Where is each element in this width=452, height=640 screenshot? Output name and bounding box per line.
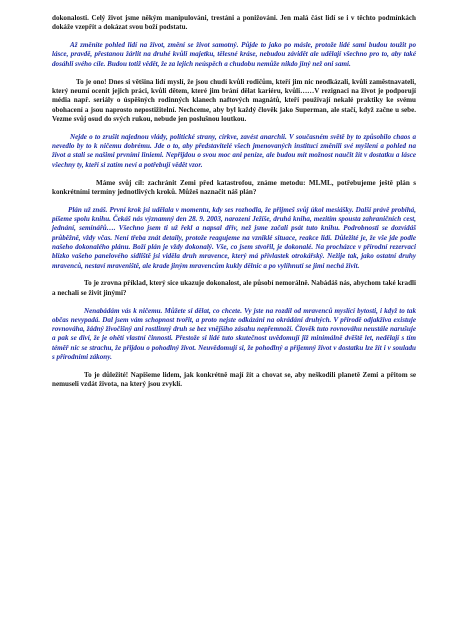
answer-paragraph: Plán už znáš. První krok jsi udělala v momentu, kdy ses rozhodla, že přijmeš svůj úkol mesiášky. Další právě probíhá, píšeme spolu knihu. Čekáš nás významný den 28. 9. 2003, narození Ježíše, druhá kniha, mezitím spousta zahraničních cest, jednání, semínářů…. Všechno jsem ti už řekl a napsal dřív, než jsme začali psát tuto knihu. Podrobnosti se dozvídáš průběžně, vždy včas. Není třeba znát detaily, protože reagujeme na vzniklé situace, reakce lidí. Důležité je, že vše jde podle našeho dokonalého plánu. Boží plán je vždy dokonalý. Vše, co jsem stvořil, je dokonalé. Na procházce v přírodní rezervaci blízko vašeho panelového sídliště jsi viděla druh mravence, který má přívlastek otrokářský. Nežije tak, jako ostatní druhy mravenců, nestaví mraveniště, ale krade jiným mravencům kukly dělnic a po vylíhnutí se jimi nechá živit. [52,205,416,270]
question-paragraph: Máme svůj cíl: zachránit Zemi před katastrofou, známe metodu: MLML, potřebujeme ještě plán s konkrétními termíny jednotlivých kroků. Můžeš naznačit náš plán? [52,178,416,196]
document-page [52,14,416,398]
question-paragraph: To je zrovna příklad, který sice ukazuje dokonalost, ale působí nemorálně. Nabádáš nás, abychom také kradli a nechali se živit jinými? [52,279,416,297]
answer-paragraph: Až změníte pohled lidí na život, změní se život samotný. Půjde to jako po másle, protože lidé sami budou toužit po lásce, pravdě, přestanou žárlit na druhé kvůli majetku, tělesné krásе, nebudou závidět ale udělají všechno pro to, aby také dosáhli svého cíle. Budou totiž vědět, že za lejich neúspěch a chudobu nemůže nikdo jiný než oni sami. [52,41,416,68]
question-paragraph: dokonalosti. Celý život jsme někým manipulováni, trestáni a ponižováni. Jen malá část lidí se i v těchto podmínkách dokáže vzepřít a dokázat svou boží podstatu. [52,14,416,32]
question-paragraph: To je ono! Dnes si většina lidí myslí, že jsou chudí kvůli rodičům, kteří jim nic neodkázali, kvůli zaměstnavateli, který neumí ocenit jejich práci, kvůli dětem, které jim brání dělat kariéru, kvůli……V rezignaci na život je podporují média např. seriály o úspěšných rodinných klanech naftových magnátů, kteří používají nekalé praktiky ke svému obohacení a jsou naprosto nepostižitelní. Nechceme, aby byl každý člověk jako Superman, ale stačí, když začne u sebe. Vezme svůj osud do svých rukou, nebude jen poslušnou loutkou. [52,77,416,123]
answer-paragraph: Nenabádám vás k ničemu. Můžete si dělat, co chcete. Vy jste na rozdíl od mravenců myslící bytosti, i když to tak občas nevypadá. Dal jsem vám schopnost tvořit, a proto nejste odkázáni na okrádání druhých. V přírodě odjakživa existuje rovnováha, žádný živočišný ani rostlinný druh se bez vnějšího zásahu nepřemnoží. Člověk tuto rovnováhu neustále narušuje a pak se diví, že je ohětí vlastní činnosti. Přestože si lidé tuto skutečnost uvědomují již minimálně dvěště let, nedělají s tím téměř nic se strachu, že přijdou o pohodlný život. Neuvědomují si, že pohodlný a příjemný život v dostatku lze žít i v souladu s přírodními zákony. [52,306,416,362]
question-paragraph: To je důležité! Napišeme lidem, jak konkrétně mají žít a chovat se, aby neškodili planetě Zemi a přitom se nemuseli vzdát života, na který jsou zvyklí. [52,370,416,389]
answer-paragraph: Nejde o to zrušit najednou vlády, politické strany, církve, zavést anarchii. V současném světě by to způsobilo chaos a nevedlo by to k ničemu dobrému. Jde o to, aby představitelé všech jmenovaných institucí změnili své myšlení a pohled na život a stali se našimi prvními liniemi. Nepřijdou o svou moc ani peníze, ale budou mít možnost naučit žít v dostatku a lásce všechny ty, kteří si zatím neví a potřebují vědět vzor. [52,132,416,169]
